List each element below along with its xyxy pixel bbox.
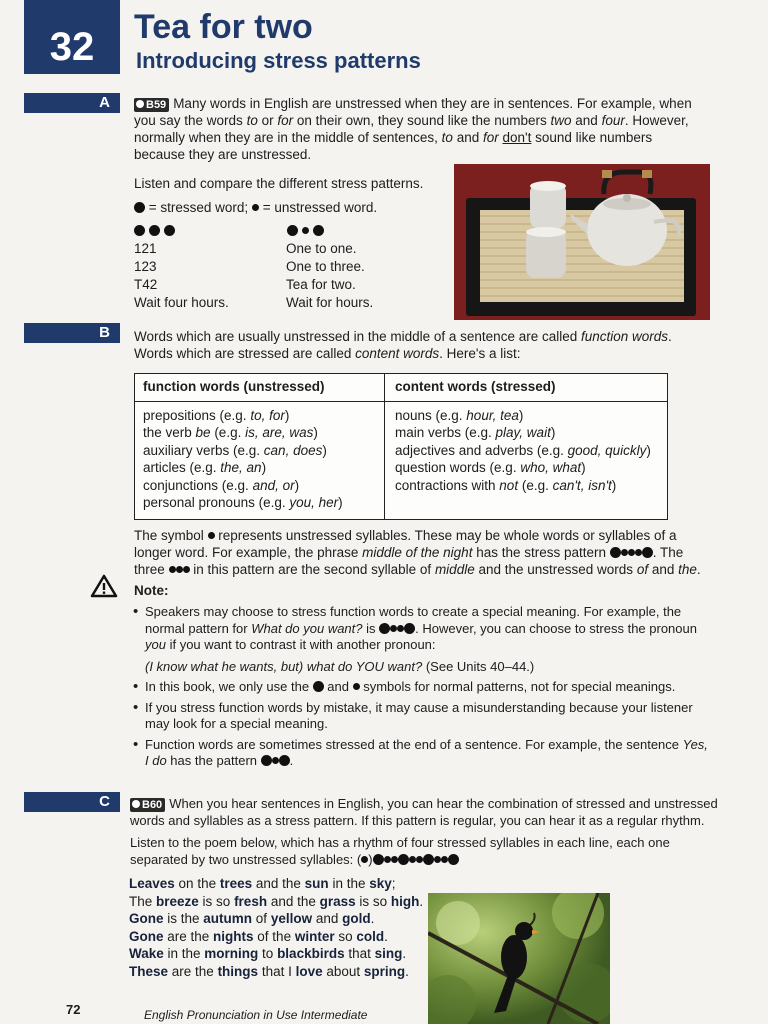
poem-stressed-word: gold xyxy=(342,911,371,926)
poem-text: . xyxy=(384,928,388,944)
stressed-dot-icon xyxy=(149,225,160,236)
poem-text: . xyxy=(405,963,409,979)
cell-text: ) xyxy=(322,442,327,458)
page-title: Tea for two xyxy=(134,8,313,46)
section-a-tab xyxy=(24,93,120,113)
note-text: symbols for normal patterns, not for special meanings. xyxy=(359,679,676,694)
intro-italic: four xyxy=(601,113,625,128)
section-b-tab xyxy=(24,323,120,343)
table-row xyxy=(143,477,343,494)
poem-stressed-word: sun xyxy=(304,876,329,891)
table-row xyxy=(143,442,343,459)
note-line xyxy=(145,737,712,754)
audio-track-b59[interactable] xyxy=(134,98,169,112)
section-b-label: B xyxy=(99,324,110,341)
note-line xyxy=(145,621,712,638)
audio-cd-icon xyxy=(132,800,140,808)
symbol-explanation xyxy=(134,527,714,578)
examples-mixed-col xyxy=(286,240,373,312)
poem-line xyxy=(129,963,423,981)
example-item: Wait four hours. xyxy=(134,295,229,310)
unstressed-dot-icon xyxy=(353,683,360,690)
c-line-1 xyxy=(130,796,730,813)
example-item: One to one. xyxy=(286,241,357,256)
poem-stressed-word: Gone xyxy=(129,928,164,944)
cell-text: ) xyxy=(294,477,300,493)
note-text: • Speakers may choose to stress function words to create a special meaning. For example, the xyxy=(145,604,682,619)
section-a-intro xyxy=(134,95,714,163)
poem xyxy=(129,875,423,980)
poem-stressed-word: love xyxy=(295,963,323,979)
tea-set-photo xyxy=(454,164,710,320)
unstressed-dot-icon xyxy=(176,566,183,573)
track-label: B59 xyxy=(146,99,167,111)
table-row xyxy=(395,442,651,459)
intro-underlined: don't xyxy=(502,130,532,145)
unstressed-dot-icon xyxy=(302,227,309,234)
poem-stressed-word: yellow xyxy=(270,911,313,926)
note-heading: Note: xyxy=(134,583,169,598)
symbol-line-3 xyxy=(134,561,714,578)
poem-text: of the xyxy=(253,928,295,944)
poem-text: . xyxy=(370,911,375,926)
pattern-ooo xyxy=(134,222,175,240)
c-line-4 xyxy=(130,852,730,869)
poem-text: so xyxy=(334,928,357,944)
note-text: . However, you can choose to stress the pronoun xyxy=(415,620,697,636)
b-text: Words which are usually unstressed in the middle of a sentence are called xyxy=(134,329,581,344)
cell-italic: play, wait xyxy=(495,425,551,441)
unstressed-dot-icon xyxy=(409,856,416,863)
track-label: B60 xyxy=(142,799,163,811)
stressed-dot-icon xyxy=(279,755,290,766)
symbol-line-1 xyxy=(134,527,714,544)
cell-text: question words (e.g. xyxy=(395,460,521,476)
unstressed-dot-icon xyxy=(635,549,642,556)
intro-text-1: Many words in English are unstressed when they are in sentences. For example, when xyxy=(173,96,692,111)
poem-stressed-word: things xyxy=(217,963,259,979)
poem-stressed-word: breeze xyxy=(156,893,199,909)
cell-text: ) xyxy=(550,425,556,441)
intro-italic: two xyxy=(550,113,572,128)
stressed-dot-icon xyxy=(287,225,298,236)
poem-text: in the xyxy=(328,876,370,891)
page-subtitle: Introducing stress patterns xyxy=(136,48,421,73)
unstressed-dot-icon xyxy=(361,856,368,863)
note-text: (See Units 40–44.) xyxy=(422,658,535,674)
intro-text: normally when they are in the middle of sentences, xyxy=(134,130,442,145)
stressed-dot-icon xyxy=(448,854,459,865)
section-b-line-1 xyxy=(134,328,714,345)
unstressed-dot-icon xyxy=(441,856,448,863)
intro-text: on their own, they sound like the numbers xyxy=(293,113,551,128)
sym-text: has the stress pattern xyxy=(472,545,610,560)
table-row xyxy=(395,477,651,494)
intro-italic: for xyxy=(277,113,294,128)
note-text: In this book, we only use the xyxy=(145,679,313,694)
poem-text: and the xyxy=(252,876,305,891)
note-item xyxy=(132,604,712,675)
stressed-dot-icon xyxy=(261,755,272,766)
intro-line-4: because they are unstressed. xyxy=(134,147,312,162)
note-italic: Yes, xyxy=(682,736,708,752)
note-text: if you want to contrast it with another pronoun: xyxy=(165,637,436,652)
sym-italic: of xyxy=(636,562,649,577)
poem-text: ; xyxy=(391,876,396,891)
note-text: is xyxy=(362,620,380,636)
unstressed-dot-icon xyxy=(434,856,441,863)
notes-list xyxy=(132,604,712,770)
note-item xyxy=(132,737,712,770)
section-c-tab xyxy=(24,792,120,812)
unstressed-dot-icon xyxy=(208,532,215,539)
cell-italic: hour, tea xyxy=(466,408,519,423)
cell-text: contractions with xyxy=(395,477,500,493)
note-italic: (I know what he wants, but) what do YOU want? xyxy=(145,658,423,674)
stressed-dot-icon xyxy=(610,547,621,558)
b-text: . Here's a list: xyxy=(439,346,521,361)
cell-text: main verbs (e.g. xyxy=(395,425,496,441)
cell-italic: and, or xyxy=(252,477,295,493)
table-row xyxy=(143,494,343,511)
cell-italic: to, for xyxy=(250,408,285,423)
c-line-3: Listen to the poem below, which has a rhythm of four stressed syllables in each line, each one xyxy=(130,835,670,850)
cell-text: prepositions (e.g. xyxy=(143,408,251,423)
cell-italic: is, are, was xyxy=(245,425,314,441)
poem-text: . xyxy=(402,946,407,961)
sym-text: three xyxy=(134,562,169,577)
sym-text: longer word. For example, the phrase xyxy=(134,545,363,560)
poem-stressed-word: nights xyxy=(213,928,254,944)
b-text: . xyxy=(668,329,672,344)
poem-stressed-word: fresh xyxy=(234,893,268,909)
unit-number: 32 xyxy=(49,25,95,69)
cell-text: ) xyxy=(313,425,318,441)
stressed-dot-icon xyxy=(134,202,145,213)
stressed-dot-icon xyxy=(164,225,175,236)
cell-text: ) xyxy=(646,442,651,458)
intro-text: and xyxy=(452,130,483,145)
page-number: 72 xyxy=(66,1002,81,1017)
unstressed-dot-icon xyxy=(621,549,628,556)
unstressed-dot-icon xyxy=(272,757,279,764)
cell-italic: can't, isn't xyxy=(552,477,612,493)
unstressed-dot-icon xyxy=(391,856,398,863)
poem-line xyxy=(129,875,423,893)
unstressed-dot-icon xyxy=(183,566,190,573)
c-text: separated by two unstressed syllables: xyxy=(130,851,357,867)
poem-stressed-word: blackbirds xyxy=(277,946,345,961)
poem-line xyxy=(129,910,423,928)
stress-key xyxy=(134,199,377,216)
cell-text: (e.g. xyxy=(210,425,246,441)
intro-text: sound like numbers xyxy=(531,130,653,145)
poem-text: is the xyxy=(163,911,204,926)
note-text: . xyxy=(289,753,294,768)
poem-stressed-word: spring xyxy=(363,963,406,979)
note-text: may look for a special meaning. xyxy=(145,716,328,731)
sym-text: and the unstressed words xyxy=(474,562,637,577)
unstressed-dot-icon xyxy=(416,856,423,863)
stressed-dot-icon xyxy=(313,681,324,692)
poem-stressed-word: Wake xyxy=(129,946,164,961)
table-row xyxy=(395,424,651,441)
example-item: 123 xyxy=(134,259,157,274)
poem-stressed-word: sky xyxy=(369,876,392,891)
stressed-dot-icon xyxy=(423,854,434,865)
poem-stressed-word: Leaves xyxy=(129,876,175,891)
stressed-dot-icon xyxy=(373,854,384,865)
note-italic: you xyxy=(145,637,166,652)
sym-text: The symbol xyxy=(134,528,208,543)
poem-text: are the xyxy=(163,928,214,944)
poem-stressed-word: grass xyxy=(319,893,356,909)
example-item: T42 xyxy=(134,277,158,292)
sym-text: . The xyxy=(652,545,684,560)
cell-italic: who, what xyxy=(520,460,582,476)
intro-text: and xyxy=(571,113,602,128)
poem-line xyxy=(129,945,423,963)
stressed-dot-icon xyxy=(313,225,324,236)
cell-text: ) xyxy=(518,408,524,423)
poem-text: and the xyxy=(267,893,320,909)
cell-text: ) xyxy=(284,408,290,423)
cell-italic: be xyxy=(195,425,211,441)
intro-italic: to xyxy=(246,113,258,128)
b-italic: content words xyxy=(355,346,440,361)
note-item xyxy=(132,700,712,733)
key-stressed-text: = stressed word; xyxy=(148,200,249,215)
sym-italic: middle of the night xyxy=(362,545,473,560)
section-b-line-2 xyxy=(134,345,714,362)
stressed-dot-icon xyxy=(642,547,653,558)
intro-italic: to xyxy=(441,130,453,145)
cell-text: nouns (e.g. xyxy=(395,408,467,423)
poem-text: is so xyxy=(198,893,235,909)
pattern-what-do-you-want xyxy=(379,621,415,636)
cell-italic: you, her xyxy=(289,495,339,511)
function-content-words-table xyxy=(134,373,668,520)
poem-text: in the xyxy=(163,946,205,961)
unstressed-dot-icon xyxy=(169,566,176,573)
sym-text: represents unstressed syllables. These may be whole words or syllables of a xyxy=(214,528,677,543)
unstressed-dot-icon xyxy=(397,625,404,632)
cell-text: ) xyxy=(581,460,586,476)
table-row xyxy=(143,407,343,424)
unit-number-badge xyxy=(24,0,120,74)
sym-text: in this pattern are the second syllable of xyxy=(189,562,435,577)
poem-stressed-word: cold xyxy=(356,928,385,944)
c-text: When you hear sentences in English, you can hear the combination of stressed and unstressed xyxy=(169,796,718,811)
poem-stressed-word: morning xyxy=(204,946,259,961)
footer-book-title: English Pronunciation in Use Intermediate xyxy=(144,1008,368,1022)
section-c-intro xyxy=(130,796,730,868)
stressed-dot-icon xyxy=(398,854,409,865)
table-row xyxy=(143,459,343,476)
poem-text: on the xyxy=(174,876,220,891)
cell-text: articles (e.g. xyxy=(143,460,221,476)
cell-text: ) xyxy=(338,495,343,511)
poem-line xyxy=(129,928,423,946)
note-italic: I do xyxy=(145,753,167,768)
note-text: has the pattern xyxy=(166,753,261,768)
section-b-intro xyxy=(134,328,714,362)
cell-text: the verb xyxy=(143,425,196,441)
b-italic: function words xyxy=(581,329,669,344)
note-line xyxy=(145,753,712,770)
cell-text: conjunctions (e.g. xyxy=(143,477,253,493)
intro-italic: for xyxy=(482,130,499,145)
note-text: • If you stress function words by mistake, it may cause a misunderstanding because your listener xyxy=(145,699,693,715)
poem-stressed-word: sing xyxy=(374,946,403,961)
cell-text: auxiliary verbs (e.g. xyxy=(143,442,264,458)
note-line xyxy=(145,659,712,676)
cell-italic: good, quickly xyxy=(567,442,647,458)
poem-text: about xyxy=(322,963,364,979)
table-row xyxy=(143,424,343,441)
table-row xyxy=(395,459,651,476)
intro-text: or xyxy=(257,113,278,128)
function-words-column xyxy=(143,407,343,511)
example-item: One to three. xyxy=(286,259,365,274)
poem-text: is so xyxy=(355,893,391,909)
intro-text: . However, xyxy=(624,113,689,128)
cell-italic: can, does xyxy=(263,442,323,458)
cell-text: ) xyxy=(261,460,267,476)
poem-stressed-word: winter xyxy=(294,928,335,944)
poem-text: that I xyxy=(258,963,296,979)
sym-text: and xyxy=(648,562,679,577)
stressed-dot-icon xyxy=(379,623,390,634)
unstressed-dot-icon xyxy=(628,549,635,556)
intro-line-2 xyxy=(134,112,714,129)
poem-text: that xyxy=(344,946,375,961)
example-item: Tea for two. xyxy=(286,277,356,292)
audio-track-b60[interactable] xyxy=(130,798,165,812)
intro-line-3 xyxy=(134,129,714,146)
poem-stress-pattern: ( ) xyxy=(357,852,459,867)
key-unstressed-text: = unstressed word. xyxy=(262,200,378,215)
section-a-label: A xyxy=(99,94,110,111)
cell-text: personal pronouns (e.g. xyxy=(143,495,290,511)
table-header-function-words: function words (unstressed) xyxy=(143,379,325,394)
intro-text: you say the words xyxy=(134,113,247,128)
cell-italic: not xyxy=(499,477,519,493)
unstressed-dot-icon xyxy=(384,856,391,863)
poem-text: . xyxy=(419,893,424,909)
note-item xyxy=(132,679,712,696)
note-text: and xyxy=(323,679,353,694)
section-c-label: C xyxy=(99,793,110,810)
poem-stressed-word: These xyxy=(129,963,169,979)
cell-text: adjectives and adverbs (e.g. xyxy=(395,442,568,458)
poem-stressed-word: high xyxy=(390,893,420,909)
sym-italic: middle xyxy=(434,562,475,577)
stressed-dot-icon xyxy=(134,225,145,236)
poem-text: The xyxy=(129,893,157,909)
pattern-ooo-unstressed xyxy=(287,222,324,240)
note-text: normal pattern for xyxy=(145,620,252,636)
cell-italic: the, an xyxy=(220,460,262,476)
note-line xyxy=(145,637,712,654)
poem-line xyxy=(129,893,423,911)
poem-text: of xyxy=(252,911,271,926)
table-divider xyxy=(384,374,385,519)
unstressed-dot-icon xyxy=(390,625,397,632)
poem-stressed-word: trees xyxy=(219,876,253,891)
cell-text: (e.g. xyxy=(518,477,553,493)
b-text: Words which are stressed are called xyxy=(134,346,356,361)
unstressed-dot-icon xyxy=(252,204,259,211)
note-text: Function words are sometimes stressed at the end of a sentence. For example, the sentence xyxy=(145,736,683,752)
sym-italic: the xyxy=(678,562,697,577)
symbol-line-2 xyxy=(134,544,714,561)
warning-icon xyxy=(90,574,118,598)
c-line-2: words and syllables as a stress pattern. If this pattern is regular, you can hear it as a regular rhythm. xyxy=(130,812,705,828)
poem-text: to xyxy=(258,946,278,961)
blackbird-photo xyxy=(428,893,610,1024)
poem-text: are the xyxy=(168,963,218,979)
content-words-column xyxy=(395,407,651,494)
pattern-yes-i-do xyxy=(261,753,290,768)
poem-stressed-word: Gone xyxy=(129,911,164,926)
note-italic: What do you want? xyxy=(251,620,363,636)
cell-text: ) xyxy=(611,477,617,493)
example-item: Wait for hours. xyxy=(286,295,374,310)
poem-text: and xyxy=(312,911,343,926)
poem-stressed-word: autumn xyxy=(203,911,253,926)
table-row xyxy=(395,407,651,424)
sym-text: . xyxy=(696,562,701,577)
table-header-content-words: content words (stressed) xyxy=(395,379,556,394)
listen-instruction: Listen and compare the different stress patterns. xyxy=(134,176,424,191)
intro-line-1 xyxy=(134,95,714,112)
pattern-oooo xyxy=(610,545,653,560)
stressed-dot-icon xyxy=(404,623,415,634)
examples-stressed-col xyxy=(134,240,229,312)
audio-cd-icon xyxy=(136,100,144,108)
example-item: 121 xyxy=(134,241,157,256)
